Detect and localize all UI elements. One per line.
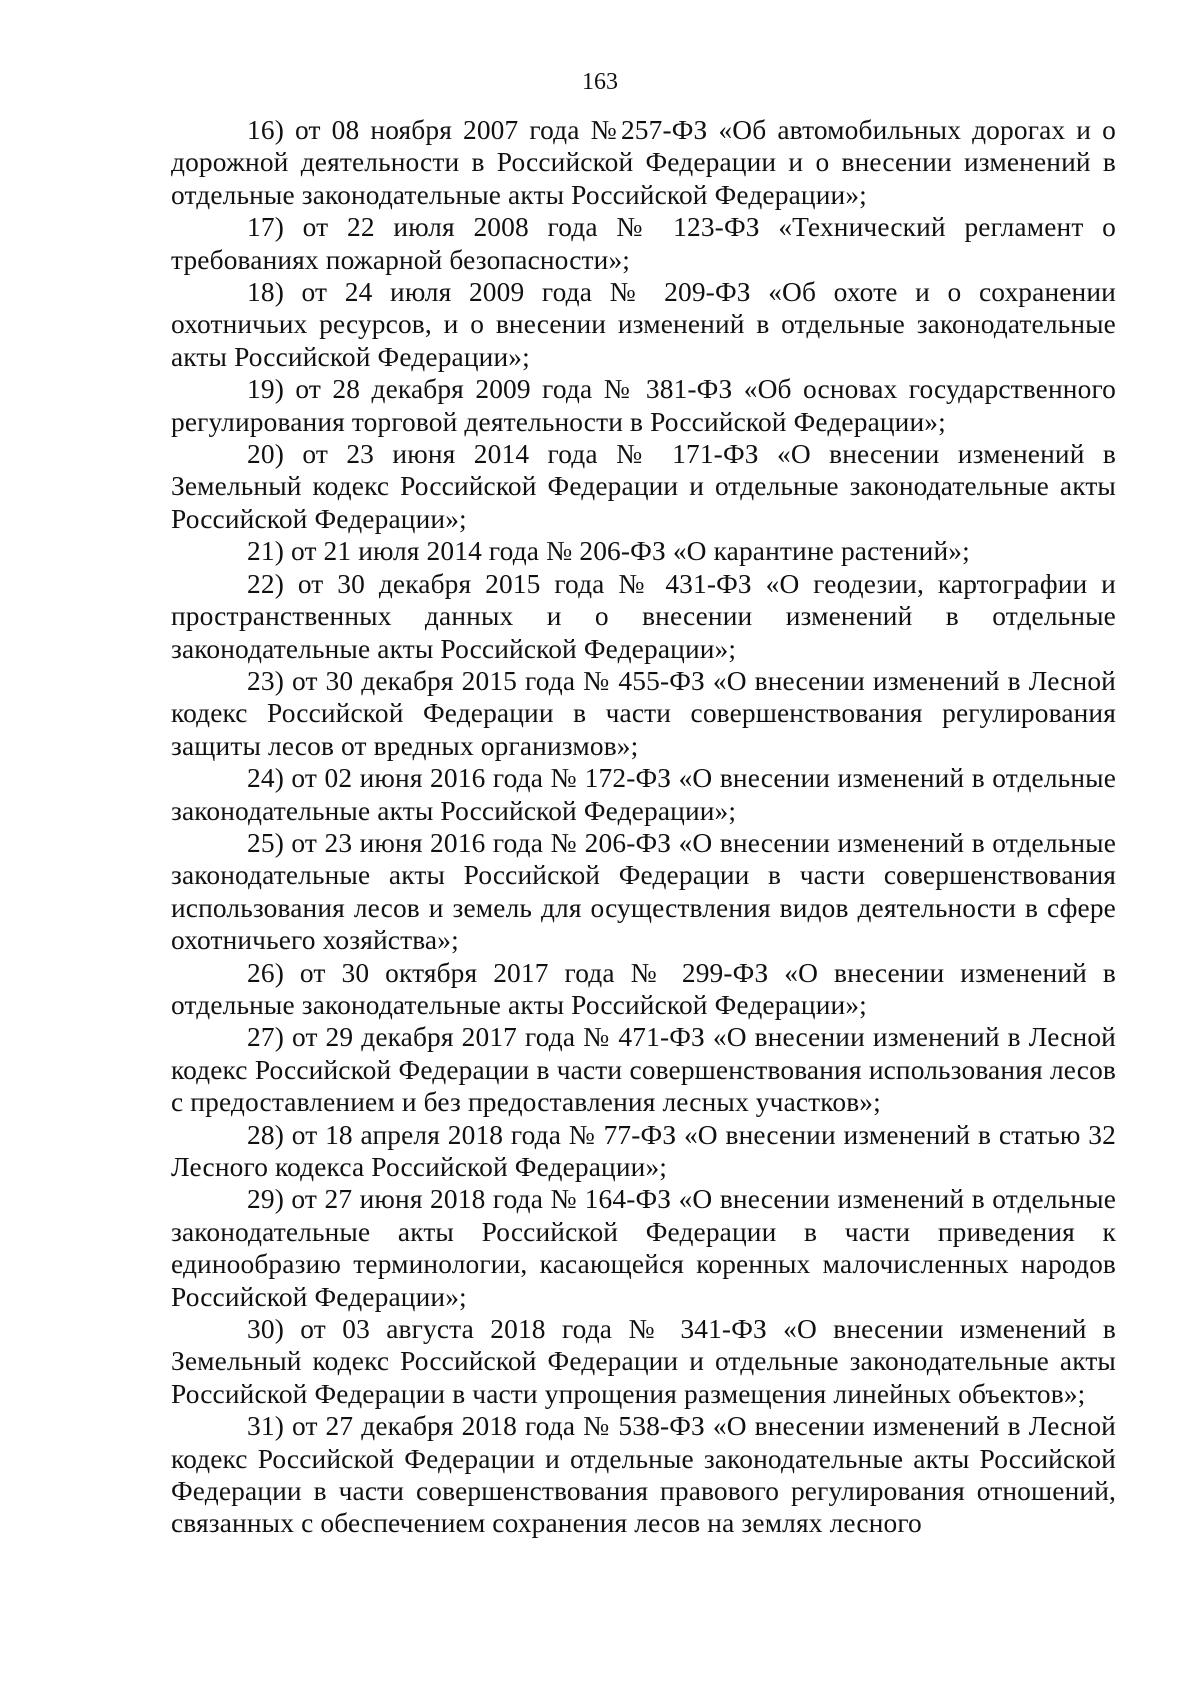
list-item: 16) от 08 ноября 2007 года №257-ФЗ «Об автомобильных дорогах и о дорожной деятельности в Российской Федерации и о внесении изменений в отдельные законодательные акты Российской Федерации»; [171,115,1116,210]
list-item: 23) от 30 декабря 2015 года № 455-ФЗ «О внесении изменений в Лесной кодекс Российской Федерации в части совершенствования регулирования защиты лесов от вредных организмов»; [171,665,1116,761]
list-item: 31) от 27 декабря 2018 года № 538-ФЗ «О внесении изменений в Лесной кодекс Российской Федерации и отдельные законодательные акты Российской Федерации в части совершенствования правового регулирования отношений, связанных с обеспечением сохранения лесов на землях лесного [171,1411,1116,1539]
list-item: 19) от 28 декабря 2009 года № 381-ФЗ «Об основах государственного регулирования торговой деятельности в Российской Федерации»; [171,374,1116,437]
list-item: 22) от 30 декабря 2015 года № 431-ФЗ «О геодезии, картографии и пространственных данных и о внесении изменений в отдельные законодательные акты Российской Федерации»; [171,568,1116,664]
list-item: 24) от 02 июня 2016 года № 172-ФЗ «О внесении изменений в отдельные законодательные акты Российской Федерации»; [171,763,1116,826]
list-item: 30) от 03 августа 2018 года № 341-ФЗ «О внесении изменений в Земельный кодекс Российской Федерации и отдельные законодательные акты Российской Федерации в части упрощения размещения линейных объектов»; [171,1314,1116,1409]
list-item: 29) от 27 июня 2018 года № 164-ФЗ «О внесении изменений в отдельные законодательные акты Российской Федерации в части приведения к единообразию терминологии, касающейся коренных малочисленных народов Российской Федерации»; [171,1184,1116,1312]
list-item: 18) от 24 июля 2009 года № 209-ФЗ «Об охоте и о сохранении охотничьих ресурсов, и о внесении изменений в отдельные законодательные акты Российской Федерации»; [171,277,1116,372]
list-item: 26) от 30 октября 2017 года № 299-ФЗ «О внесении изменений в отдельные законодательные акты Российской Федерации»; [171,957,1116,1020]
list-item: 20) от 23 июня 2014 года № 171-ФЗ «О внесении изменений в Земельный кодекс Российской Федерации и отдельные законодательные акты Российской Федерации»; [171,439,1116,534]
list-item: 27) от 29 декабря 2017 года № 471-ФЗ «О внесении изменений в Лесной кодекс Российской Федерации в части совершенствования использования лесов с предоставлением и без предоставления лесных участков»; [171,1022,1116,1118]
list-item: 25) от 23 июня 2016 года № 206-ФЗ «О внесении изменений в отдельные законодательные акты Российской Федерации в части совершенствования использования лесов и земель для осуществления видов деятельности в сфере охотничьего хозяйства»; [171,827,1116,956]
list-item: 17) от 22 июля 2008 года № 123-ФЗ «Технический регламент о требованиях пожарной безопасности»; [171,212,1116,275]
law-list [171,114,1116,1540]
list-item: 21) от 21 июля 2014 года № 206-ФЗ «О карантине растений»; [247,536,970,567]
page-number: 163 [582,69,618,95]
list-item: 28) от 18 апреля 2018 года № 77-ФЗ «О внесении изменений в статью 32 Лесного кодекса Российской Федерации»; [171,1119,1116,1182]
